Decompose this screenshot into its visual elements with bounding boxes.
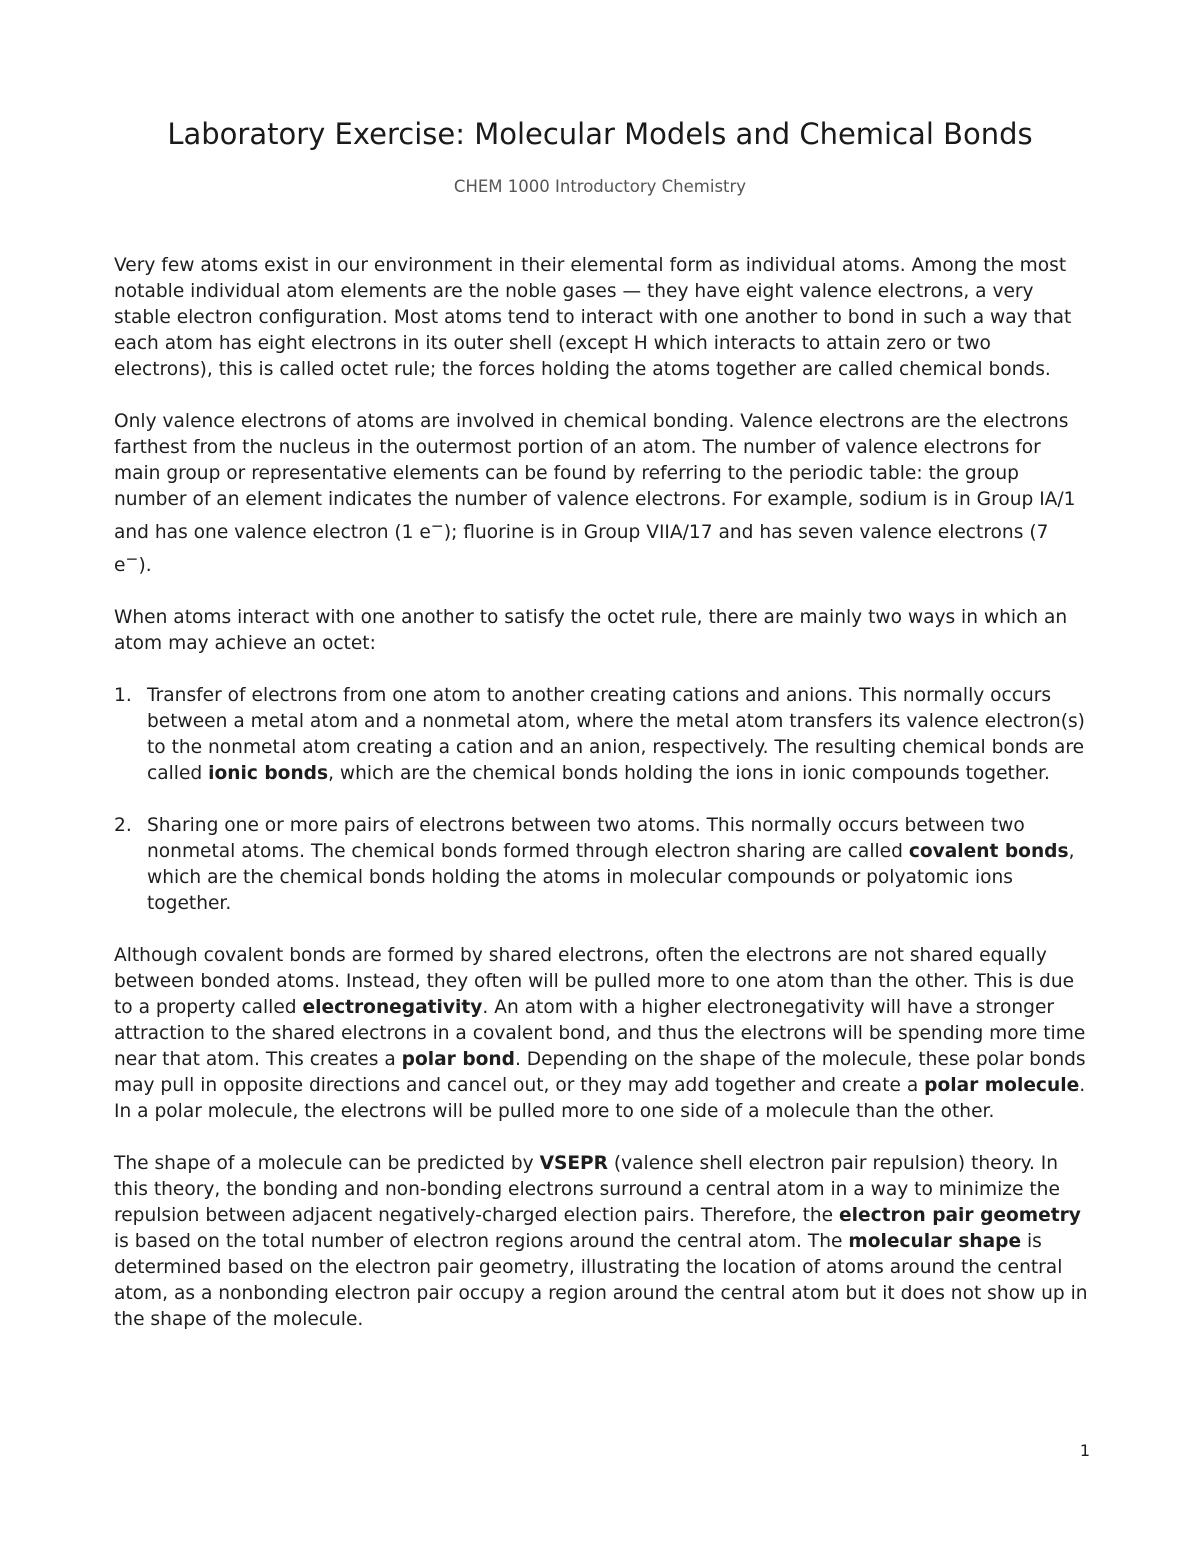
paragraph-text: . Depending on the shape of the molecule, these polar bonds may pull in opposite directions and cancel out, or they may add together and create a — [114, 1049, 1086, 1097]
list-text: Transfer of electrons from one atom to another creating cations and anions. This normally occurs between a metal atom and a nonmetal atom, where the metal atom transfers its valence electron(s) to the nonmetal atom creating a cation and an anion, respectively. The resulting chemical bonds are called — [147, 685, 1085, 785]
paragraph-text: is determined based on the electron pair geometry, illustrating the location of atoms around the central atom, as a nonbonding electron pair occupy a region around the central atom but it does not show up in the shape of the molecule. — [114, 1231, 1088, 1331]
bold-term: covalent bonds — [908, 841, 1069, 863]
paragraph-octet-ways: When atoms interact with one another to satisfy the octet rule, there are mainly two ways in which an atom may achieve an octet: — [114, 607, 1068, 655]
paragraph-text: ); fluorine is in Group VIIA/17 and has seven valence electrons (7 e — [114, 522, 1049, 577]
page-number: 1 — [1079, 1441, 1090, 1460]
bold-term: electron pair geometry — [839, 1205, 1081, 1227]
bold-term: VSEPR — [539, 1153, 608, 1175]
paragraph-valence-electrons — [114, 409, 1089, 579]
paragraph-text: ). — [138, 555, 152, 577]
paragraph-vsepr — [114, 1151, 1089, 1333]
superscript-charge: − — [430, 517, 444, 535]
bold-term: ionic bonds — [208, 763, 329, 785]
document-body — [114, 253, 1089, 1359]
list-text: , which are the chemical bonds holding the ions in ionic compounds together. — [328, 763, 1050, 785]
superscript-charge: − — [125, 550, 139, 569]
list-number: 1. — [114, 685, 132, 707]
paragraph-text: Although covalent bonds are formed by shared electrons, often the electrons are not shared equally between bonded atoms. Instead, they often will be pulled more to one atom than the other. This is due to a property called — [114, 945, 1075, 1019]
numbered-list — [114, 683, 1089, 917]
list-text: Sharing one or more pairs of electrons between two atoms. This normally occurs between two nonmetal atoms. The chemical bonds formed through electron sharing are called — [147, 815, 1025, 863]
bold-term: polar bond — [401, 1049, 515, 1071]
bold-term: polar molecule — [924, 1075, 1080, 1097]
list-text: , which are the chemical bonds holding the atoms in molecular compounds or polyatomic ions together. — [147, 841, 1075, 915]
paragraph-text: The shape of a molecule can be predicted by — [114, 1153, 540, 1175]
list-item-ionic — [114, 683, 1089, 787]
paragraph-text: (valence shell electron pair repulsion) theory. In this theory, the bonding and non-bonding electrons surround a central atom in a way to minimize the repulsion between adjacent negatively-charged election pairs. Therefore, the — [114, 1153, 1060, 1227]
bold-term: electronegativity — [302, 997, 483, 1019]
paragraph-octet-rule: Very few atoms exist in our environment in their elemental form as individual atoms. Among the most notable individual atom elements are the noble gases — they have eight valence electrons, a very stable electron configuration. Most atoms tend to interact with one another to bond in such a way that each atom has eight electrons in its outer shell (except H which interacts to attain zero or two electrons), this is called octet rule; the forces holding the atoms together are called chemical bonds. — [114, 255, 1072, 380]
bold-term: molecular shape — [848, 1231, 1022, 1253]
paragraph-text: . An atom with a higher electronegativity will have a stronger attraction to the shared electrons in a covalent bond, and thus the electrons will be spending more time near that atom. This creates a — [114, 997, 1086, 1071]
document-subtitle: CHEM 1000 Introductory Chemistry — [453, 177, 747, 196]
paragraph-text: Only valence electrons of atoms are involved in chemical bonding. Valence electrons are the electrons farthest from the nucleus in the outermost portion of an atom. The number of valence electrons for main group or representative elements can be found by referring to the periodic table: the group number of an element indicates the number of valence electrons. For example, sodium is in Group IA/1 and has one valence electron (1 e — [114, 411, 1076, 544]
paragraph-electronegativity — [114, 943, 1089, 1125]
document-title: Laboratory Exercise: Molecular Models and Chemical Bonds — [167, 117, 1033, 151]
list-item-covalent — [114, 813, 1089, 917]
paragraph-text: is based on the total number of electron regions around the central atom. The — [114, 1231, 849, 1253]
list-number: 2. — [114, 815, 132, 837]
paragraph-text: . In a polar molecule, the electrons will be pulled more to one side of a molecule than the other. — [114, 1075, 1086, 1123]
